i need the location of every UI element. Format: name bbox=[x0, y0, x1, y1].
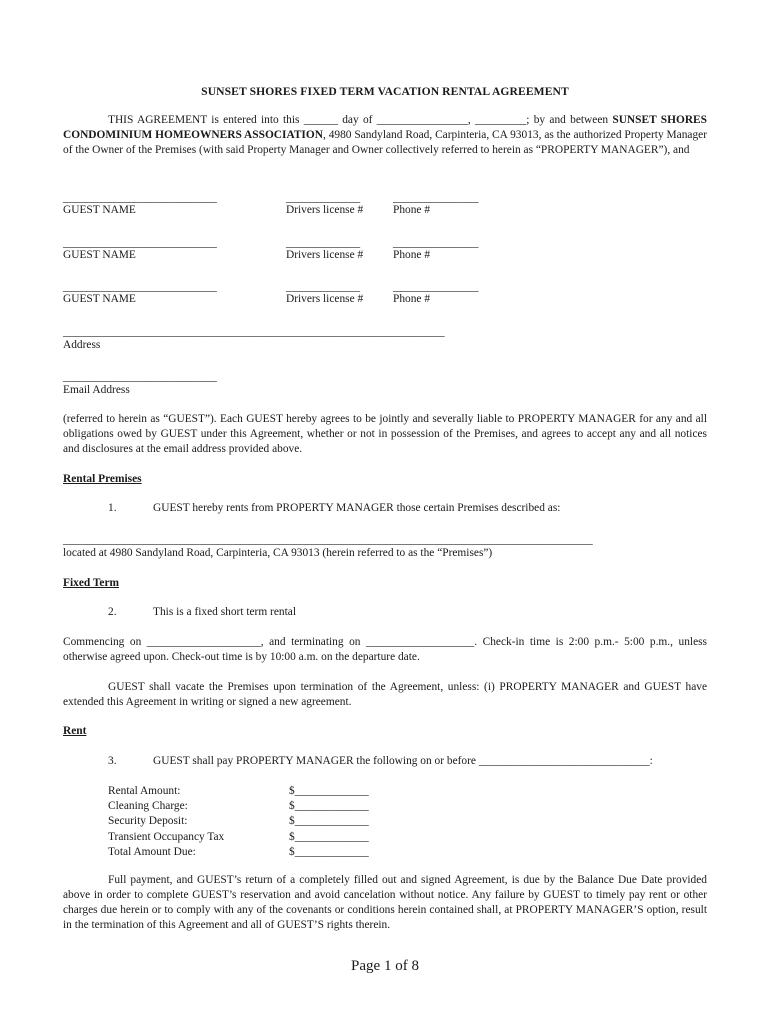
transient-occupancy-tax-label: Transient Occupancy Tax bbox=[108, 830, 225, 843]
security-deposit-label: Security Deposit: bbox=[108, 815, 188, 828]
fixed-term-heading: Fixed Term bbox=[63, 577, 120, 589]
guest-liability-paragraph: (referred to herein as “GUEST”). Each GUEST hereby agrees to be jointly and severally liable to PROPERTY MANAGER for any and all obligations owed by GUEST under this Agreement, whether or not in possession of the Premises, and agrees to accept any and all notices and disclosures at the email address provided above. bbox=[63, 413, 707, 455]
vacate-paragraph: GUEST shall vacate the Premises upon termination of the Agreement, unless: (i) PROPERTY MANAGER and GUEST have extended this Agreement in writing or signed a new agreement. bbox=[63, 681, 707, 708]
address-label: Address bbox=[63, 339, 101, 351]
cleaning-charge-field[interactable]: $_____________ bbox=[289, 800, 369, 813]
phone-label-2: Phone # bbox=[393, 249, 431, 261]
email-label: Email Address bbox=[63, 384, 130, 396]
drivers-license-label-3: Drivers license # bbox=[286, 293, 364, 305]
rent-item bbox=[108, 754, 653, 769]
item-number: 3. bbox=[108, 755, 117, 767]
total-amount-due-field[interactable]: $_____________ bbox=[289, 845, 369, 858]
phone-line-1[interactable]: _______________ bbox=[393, 192, 479, 204]
fixed-term-text: This is a fixed short term rental bbox=[153, 606, 296, 618]
cleaning-charge-label: Cleaning Charge: bbox=[108, 800, 188, 813]
drivers-license-label-2: Drivers license # bbox=[286, 249, 364, 261]
item-number: 1. bbox=[108, 502, 117, 514]
address-line[interactable]: ___________________________________________________________________ bbox=[63, 326, 445, 338]
guest-name-line-2[interactable]: ___________________________ bbox=[63, 237, 217, 249]
association-name: SUNSET SHORES CONDOMINIUM HOMEOWNERS ASSOCIATION bbox=[63, 114, 707, 141]
rent-heading: Rent bbox=[63, 725, 87, 737]
fixed-term-item bbox=[108, 605, 296, 620]
drivers-license-line-1[interactable]: _____________ bbox=[286, 192, 361, 204]
drivers-license-line-3[interactable]: _____________ bbox=[286, 281, 361, 293]
rental-amount-field[interactable]: $_____________ bbox=[289, 785, 369, 797]
security-deposit-field[interactable]: $_____________ bbox=[289, 815, 369, 828]
transient-occupancy-tax-field[interactable]: $_____________ bbox=[289, 830, 369, 843]
drivers-license-line-2[interactable]: _____________ bbox=[286, 237, 361, 249]
page-number: Page 1 of 8 bbox=[351, 958, 419, 974]
rental-premises-heading: Rental Premises bbox=[63, 473, 142, 485]
phone-label-1: Phone # bbox=[393, 204, 431, 216]
phone-line-3[interactable]: _______________ bbox=[393, 281, 479, 293]
intro-text-part2: , 4980 Sandyland Road, Carpinteria, CA 93013, as the authorized Property Manager of the Owner of the Premises (with said Property Manager and Owner collectively referred to herein as “PROPERTY MANAGER”), and bbox=[63, 129, 708, 156]
guest-name-line-1[interactable]: ___________________________ bbox=[63, 192, 217, 204]
commencing-paragraph: Commencing on ____________________, and terminating on ___________________. Check-in time is 2:00 p.m.- 5:00 p.m., unless otherwise agreed upon. Check-out time is by 10:00 a.m. on the departure date. bbox=[63, 636, 707, 663]
phone-label-3: Phone # bbox=[393, 293, 431, 305]
guest-name-label-3: GUEST NAME bbox=[63, 293, 136, 305]
rent-values bbox=[289, 784, 369, 860]
email-line[interactable]: ___________________________ bbox=[63, 371, 217, 383]
premises-location: located at 4980 Sandyland Road, Carpinteria, CA 93013 (herein referred to as the “Premises”) bbox=[63, 547, 493, 559]
premises-description-line[interactable]: _____________________________________________________________________________________________ bbox=[63, 534, 593, 546]
phone-line-2[interactable]: _______________ bbox=[393, 237, 479, 249]
drivers-license-label-1: Drivers license # bbox=[286, 204, 364, 216]
rent-text: GUEST shall pay PROPERTY MANAGER the following on or before ______________________________: bbox=[153, 755, 653, 767]
intro-paragraph bbox=[63, 113, 707, 158]
rental-premises-text: GUEST hereby rents from PROPERTY MANAGER those certain Premises described as: bbox=[153, 502, 561, 514]
rental-premises-item bbox=[108, 501, 560, 516]
item-number: 2. bbox=[108, 606, 117, 618]
guest-name-line-3[interactable]: ___________________________ bbox=[63, 281, 217, 293]
intro-text-part1: THIS AGREEMENT is entered into this ______ day of ________________, _________; by and between bbox=[108, 114, 613, 126]
rent-labels bbox=[108, 784, 224, 860]
guest-name-label-2: GUEST NAME bbox=[63, 249, 136, 261]
total-amount-due-label: Total Amount Due: bbox=[108, 845, 196, 858]
payment-paragraph: Full payment, and GUEST’s return of a completely filled out and signed Agreement, is due by the Balance Due Date provided above in order to complete GUEST’s reservation and avoid cancelation without notice. Any failure by GUEST to timely pay rent or other charges due herein or to comply with any of the covenants or conditions herein contained shall, at PROPERTY MANAGER’S option, result in the termination of this Agreement and all of GUEST’S rights therein. bbox=[63, 874, 707, 931]
rental-amount-label: Rental Amount: bbox=[108, 785, 181, 797]
document-title: SUNSET SHORES FIXED TERM VACATION RENTAL AGREEMENT bbox=[201, 85, 569, 98]
guest-name-label-1: GUEST NAME bbox=[63, 204, 136, 216]
